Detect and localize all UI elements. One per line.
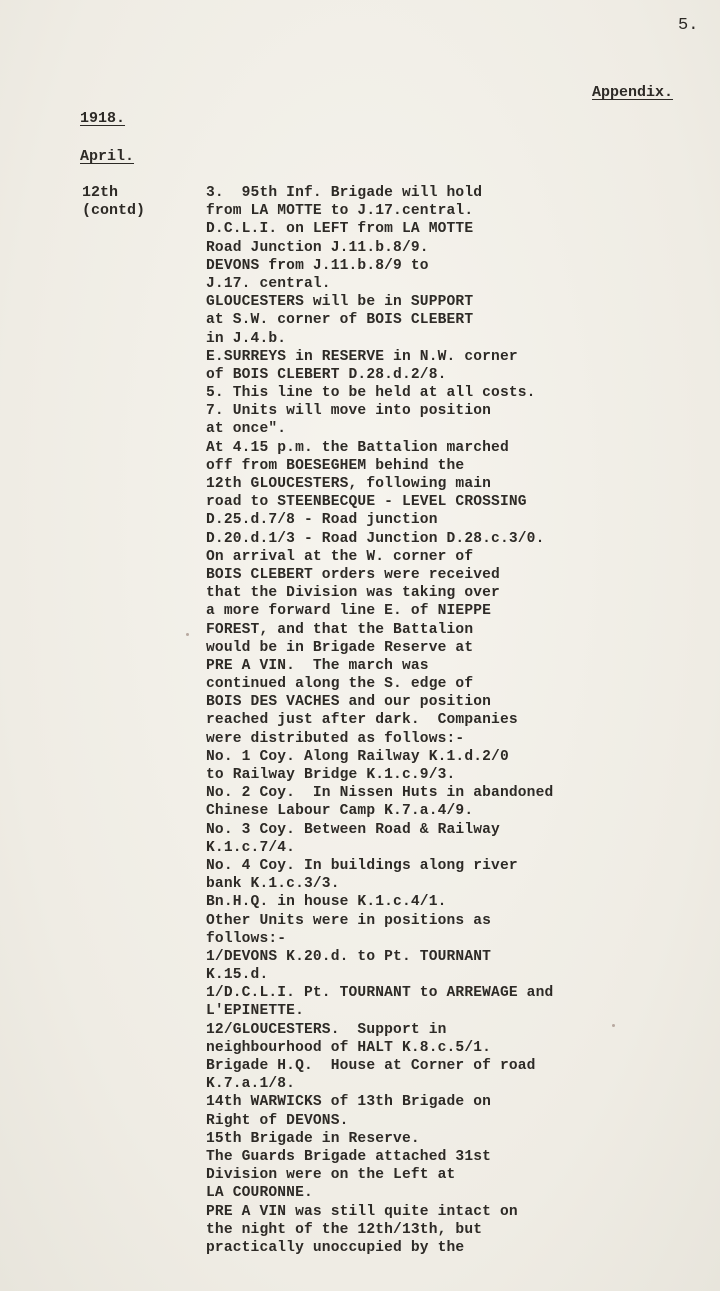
text-line: D.25.d.7/8 - Road junction [206, 512, 438, 529]
diary-entry-text [206, 184, 718, 1257]
text-line: D.C.L.I. on LEFT from LA MOTTE [206, 221, 474, 238]
text-line: FOREST, and that the Battalion [206, 621, 474, 638]
text-line: LA COURONNE. [206, 1185, 313, 1202]
text-line: Bn.H.Q. in house K.1.c.4/1. [206, 894, 447, 911]
text-line: No. 4 Coy. In buildings along river [206, 857, 518, 874]
text-line: from LA MOTTE to J.17.central. [206, 203, 474, 220]
text-line: at once". [206, 421, 287, 438]
text-line: Right of DEVONS. [206, 1112, 349, 1129]
text-line: 12/GLOUCESTERS. Support in [206, 1021, 447, 1038]
paper-speck [612, 1024, 615, 1027]
text-line: the night of the 12th/13th, but [206, 1221, 483, 1238]
text-line: reached just after dark. Companies [206, 712, 518, 729]
year-heading: 1918. [80, 110, 126, 127]
text-line: 5. This line to be held at all costs. [206, 385, 536, 402]
text-line: that the Division was taking over [206, 585, 500, 602]
text-line: Brigade H.Q. House at Corner of road [206, 1058, 536, 1074]
text-line: continued along the S. edge of [206, 676, 474, 693]
text-line: J.17. central. [206, 275, 331, 292]
text-line: On arrival at the W. corner of [206, 548, 474, 565]
text-line: Chinese Labour Camp K.7.a.4/9. [206, 803, 474, 820]
text-line: The Guards Brigade attached 31st [206, 1148, 492, 1165]
text-line: D.20.d.1/3 - Road Junction D.28.c.3/0. [206, 530, 545, 547]
text-line: PRE A VIN was still quite intact on [206, 1203, 518, 1220]
text-line: a more forward line E. of NIEPPE [206, 603, 492, 620]
date-label [82, 184, 145, 220]
text-line: No. 2 Coy. In Nissen Huts in abandoned [206, 785, 554, 802]
text-line: were distributed as follows:- [206, 730, 465, 747]
text-line: K.15.d. [206, 967, 269, 984]
text-line: 12th GLOUCESTERS, following main [206, 476, 492, 492]
text-line: of BOIS CLEBERT D.28.d.2/8. [206, 366, 447, 383]
text-line: at S.W. corner of BOIS CLEBERT [206, 312, 474, 329]
text-line: DEVONS from J.11.b.8/9 to [206, 257, 429, 274]
text-line: 1/D.C.L.I. Pt. TOURNANT to ARREWAGE and [206, 985, 554, 1002]
text-line: No. 3 Coy. Between Road & Railway [206, 821, 500, 838]
text-line: would be in Brigade Reserve at [206, 639, 474, 656]
text-line: BOIS DES VACHES and our position [206, 694, 492, 711]
text-line: road to STEENBECQUE - LEVEL CROSSING [206, 494, 527, 511]
text-line: 14th WARWICKS of 13th Brigade on [206, 1094, 492, 1111]
text-line: At 4.15 p.m. the Battalion marched [206, 439, 509, 456]
page-number: 5. [678, 16, 699, 35]
text-line: neighbourhood of HALT K.8.c.5/1. [206, 1039, 492, 1056]
text-line: bank K.1.c.3/3. [206, 876, 340, 893]
text-line: practically unoccupied by the [206, 1239, 465, 1256]
text-line: in J.4.b. [206, 330, 287, 347]
text-line: GLOUCESTERS will be in SUPPORT [206, 294, 474, 311]
text-line: 3. 95th Inf. Brigade will hold [206, 185, 483, 201]
appendix-heading: Appendix. [592, 84, 674, 101]
month-heading: April. [80, 148, 135, 165]
text-line: Division were on the Left at [206, 1167, 456, 1184]
text-line: L'EPINETTE. [206, 1003, 304, 1020]
text-line: off from BOESEGHEM behind the [206, 457, 465, 474]
text-line: Other Units were in positions as [206, 912, 492, 929]
text-line: K.1.c.7/4. [206, 839, 296, 856]
text-line: No. 1 Coy. Along Railway K.1.d.2/0 [206, 748, 509, 765]
paper-speck [186, 633, 189, 636]
text-line: PRE A VIN. The march was [206, 657, 429, 674]
text-line: Road Junction J.11.b.8/9. [206, 239, 429, 256]
text-line: to Railway Bridge K.1.c.9/3. [206, 767, 456, 783]
text-line: 7. Units will move into position [206, 403, 492, 420]
text-line: E.SURREYS in RESERVE in N.W. corner [206, 348, 518, 365]
date-note: (contd) [82, 202, 146, 219]
date-day: 12th [82, 184, 119, 201]
text-line: K.7.a.1/8. [206, 1076, 296, 1093]
text-line: BOIS CLEBERT orders were received [206, 566, 500, 583]
text-line: 15th Brigade in Reserve. [206, 1130, 420, 1147]
text-line: 1/DEVONS K.20.d. to Pt. TOURNANT [206, 948, 492, 965]
text-line: follows:- [206, 930, 287, 947]
